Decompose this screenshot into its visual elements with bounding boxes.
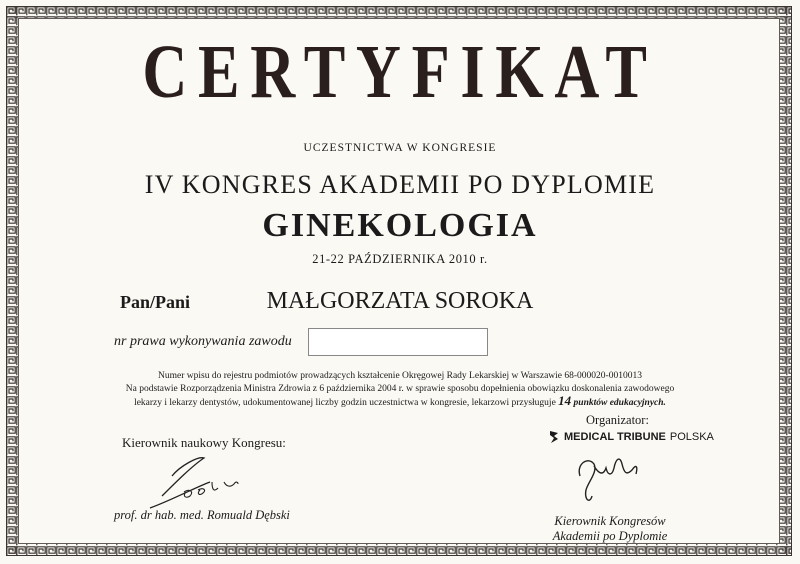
logo-text-bold: MEDICAL TRIBUNE: [564, 431, 666, 443]
legal-line-3: [0, 395, 800, 410]
recipient-label: Pan/Pani: [120, 292, 191, 312]
points-number: 14: [558, 393, 572, 408]
congress-specialty: GINEKOLOGIA: [262, 207, 538, 244]
congress-name: IV KONGRES AKADEMII PO DYPLOMIE: [144, 170, 656, 199]
scientific-head-name: prof. dr hab. med. Romuald Dębski: [114, 508, 290, 522]
congress-dates: 21-22 PAŹDZIERNIKA 2010 r.: [312, 252, 488, 266]
legal-notice: [0, 370, 800, 410]
licence-number-field[interactable]: [308, 328, 488, 356]
signature-image-left: [132, 452, 252, 514]
medical-tribune-icon: [548, 430, 560, 444]
scientific-head-heading: Kierownik naukowy Kongresu:: [122, 435, 286, 450]
points-label: punktów edukacyjnych.: [573, 398, 666, 408]
legal-line-2: Na podstawie Rozporządzenia Ministra Zdrowia z 6 października 2004 r. w sprawie sposobu dopełnienia obowiązku doskonalenia zawodowego: [125, 383, 675, 394]
recipient-name: MAŁGORZATA SOROKA: [266, 288, 534, 314]
congress-head-line-2: Akademii po Dyplomie: [552, 529, 668, 543]
education-points: [558, 393, 666, 408]
licence-label: nr prawa wykonywania zawodu: [114, 334, 292, 349]
congress-head: [540, 514, 680, 544]
certificate-subtitle: UCZESTNICTWA W KONGRESIE: [303, 142, 497, 154]
medical-tribune-logo: [548, 430, 714, 444]
congress-head-line-1: Kierownik Kongresów: [554, 514, 666, 528]
certificate-title: CERTYFIKAT: [142, 30, 658, 114]
logo-text-rest: POLSKA: [669, 431, 714, 443]
organizer-label: Organizator:: [586, 413, 649, 427]
legal-line-3-text: lekarzy i lekarzy dentystów, udokumentowanej liczby godzin uczestnictwa w kongresie, lekarzowi przysługuje: [134, 398, 556, 408]
legal-line-1: Numer wpisu do rejestru podmiotów prowadzących kształcenie Okręgowej Rady Lekarskiej w Warszawie 68-000020-0010013: [158, 371, 642, 381]
signature-image-right: [570, 446, 650, 510]
